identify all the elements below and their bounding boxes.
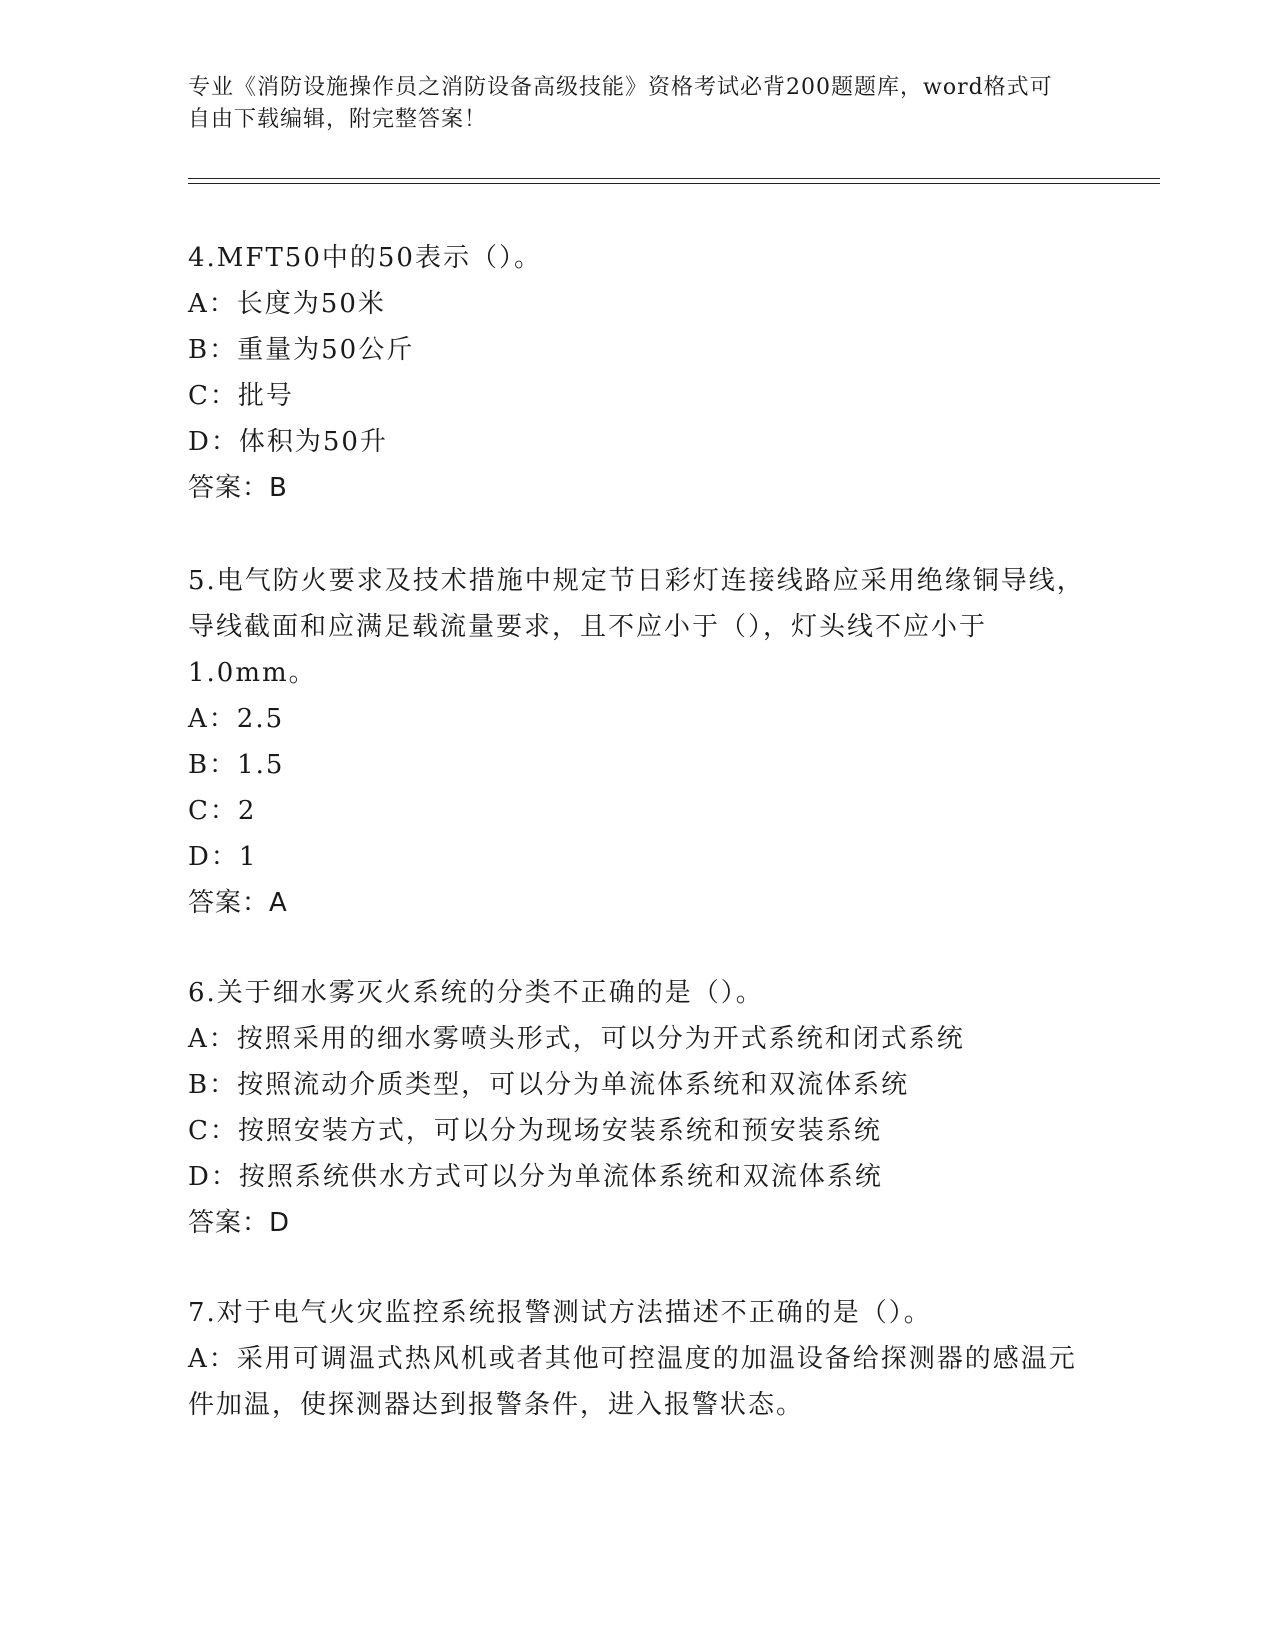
answer-label: 答案：A [188, 888, 288, 918]
option-a: A：2.5 [188, 704, 285, 734]
option-c: C：2 [188, 796, 257, 826]
question-stem: 4.MFT50中的50表示（）。 [188, 243, 542, 273]
question-stem: 6.关于细水雾灭火系统的分类不正确的是（）。 [188, 978, 764, 1008]
option-b: B：1.5 [188, 750, 285, 780]
header-divider-bottom [188, 183, 1160, 184]
option-d: D：体积为50升 [188, 427, 388, 457]
question-4 [188, 235, 1088, 511]
question-5 [188, 558, 1088, 926]
question-stem: 5.电气防火要求及技术措施中规定节日彩灯连接线路应采用绝缘铜导线，导线截面和应满足载流量要求，且不应小于（），灯头线不应小于1.0mm。 [188, 566, 1085, 688]
option-b: B：按照流动介质类型，可以分为单流体系统和双流体系统 [188, 1070, 910, 1100]
document-header: 专业《消防设施操作员之消防设备高级技能》资格考试必背200题题库，word格式可自由下载编辑，附完整答案！ [188, 75, 1053, 132]
question-7 [188, 1290, 1088, 1428]
option-c: C：批号 [188, 381, 294, 411]
option-c: C：按照安装方式，可以分为现场安装系统和预安装系统 [188, 1116, 882, 1146]
option-d: D：1 [188, 842, 258, 872]
answer-label: 答案：B [188, 473, 288, 503]
header-divider-top [188, 178, 1160, 179]
question-6 [188, 970, 1088, 1246]
answer-label: 答案：D [188, 1208, 291, 1238]
option-d: D：按照系统供水方式可以分为单流体系统和双流体系统 [188, 1162, 883, 1192]
option-b: B：重量为50公斤 [188, 335, 415, 365]
option-a: A：采用可调温式热风机或者其他可控温度的加温设备给探测器的感温元件加温，使探测器达到报警条件，进入报警状态。 [188, 1344, 1077, 1420]
question-stem: 7.对于电气火灾监控系统报警测试方法描述不正确的是（）。 [188, 1298, 932, 1328]
option-a: A：长度为50米 [188, 289, 386, 319]
option-a: A：按照采用的细水雾喷头形式，可以分为开式系统和闭式系统 [188, 1024, 965, 1054]
